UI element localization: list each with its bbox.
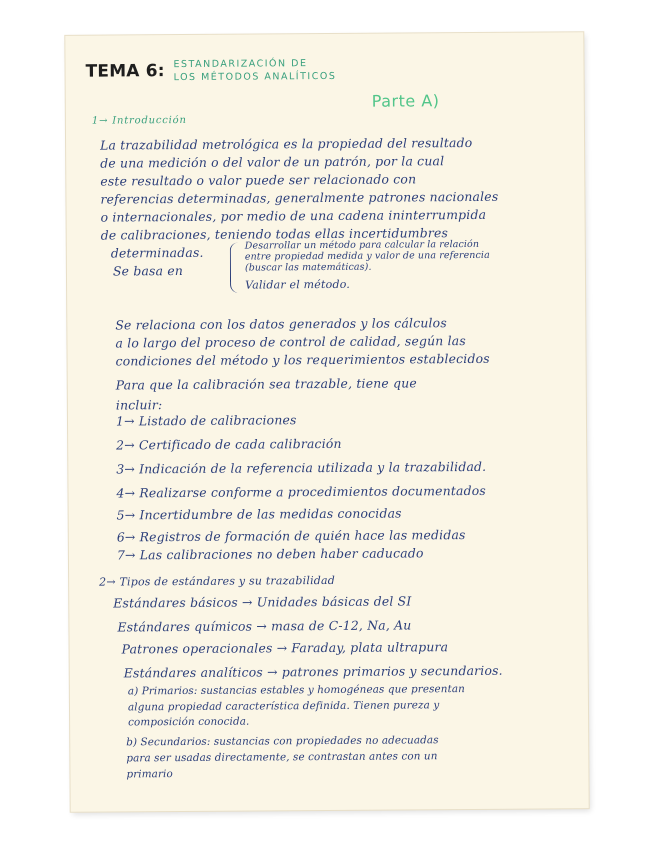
tipos-line: b) Secundarios: sustancias con propiedades no adecuadas: [126, 734, 439, 749]
list-item: 2→ Certificado de cada calibración: [116, 435, 342, 453]
tipos-line: Estándares analíticos → patrones primarios y secundarios.: [123, 662, 503, 681]
list-item: 7→ Las calibraciones no deben haber caducado: [116, 545, 424, 563]
notebook-page: [65, 32, 588, 812]
brace-line: (buscar las matemáticas).: [244, 261, 372, 274]
intro-line: o internacionales, por medio de una cadena ininterrumpida: [100, 206, 487, 225]
list-item: 1→ Listado de calibraciones: [115, 412, 297, 429]
relation-line: a lo largo del proceso de control de calidad, según las: [115, 333, 466, 351]
list-item: 5→ Incertidumbre de las medidas conocidas: [116, 505, 402, 523]
list-item: 3→ Indicación de la referencia utilizada y la trazabilidad.: [116, 458, 487, 477]
tipos-line: Patrones operacionales → Faraday, plata ultrapura: [121, 639, 449, 657]
se-basa-label: Se basa en: [112, 263, 184, 279]
intro-line: de calibraciones, teniendo todas ellas incertidumbres: [100, 225, 449, 243]
relation-line: Se relaciona con los datos generados y los cálculos: [115, 315, 447, 333]
section-heading-tipos: 2→ Tipos de estándares y su trazabilidad: [99, 573, 336, 589]
tipos-line: Estándares químicos → masa de C-12, Na, Au: [117, 617, 412, 635]
curly-brace: [230, 243, 239, 293]
tipos-line: para ser usadas directamente, se contrastan antes con un: [126, 750, 438, 765]
section-heading-introduction: 1→ Introducción: [91, 114, 187, 127]
intro-line: este resultado o valor puede ser relacionado con: [100, 171, 417, 189]
topic-title: TEMA 6:: [85, 61, 165, 82]
list-item: 4→ Realizarse conforme a procedimientos documentados: [116, 482, 487, 501]
intro-line: referencias determinadas, generalmente patrones nacionales: [100, 188, 499, 207]
intro-line: de una medición o del valor de un patrón, por la cual: [100, 153, 445, 171]
brace-line: entre propiedad medida y valor de una referencia: [244, 249, 490, 263]
relation-line: condiciones del método y los requerimientos establecidos: [115, 350, 490, 369]
topic-subtitle-line-1: ESTANDARIZACIÓN DE: [173, 58, 308, 71]
brace-line: Validar el método.: [244, 277, 351, 292]
para-line: incluir:: [115, 397, 163, 413]
intro-line: La trazabilidad metrológica es la propiedad del resultado: [100, 134, 473, 153]
tipos-line: a) Primarios: sustancias estables y homogéneas que presentan: [127, 683, 465, 698]
tipos-line: Estándares básicos → Unidades básicas del SI: [113, 593, 412, 611]
list-item: 6→ Registros de formación de quién hace las medidas: [116, 527, 466, 545]
intro-line: determinadas.: [110, 244, 204, 261]
brace-line: Desarrollar un método para calcular la relación: [244, 238, 480, 252]
para-line: Para que la calibración sea trazable, tiene que: [115, 375, 417, 393]
tipos-line: composición conocida.: [128, 715, 250, 729]
part-label: Parte A): [371, 91, 440, 111]
topic-subtitle-line-2: LOS MÉTODOS ANALÍTICOS: [173, 70, 337, 84]
tipos-line: primario: [126, 768, 173, 781]
tipos-line: alguna propiedad característica definida. Tienen pureza y: [127, 699, 440, 714]
